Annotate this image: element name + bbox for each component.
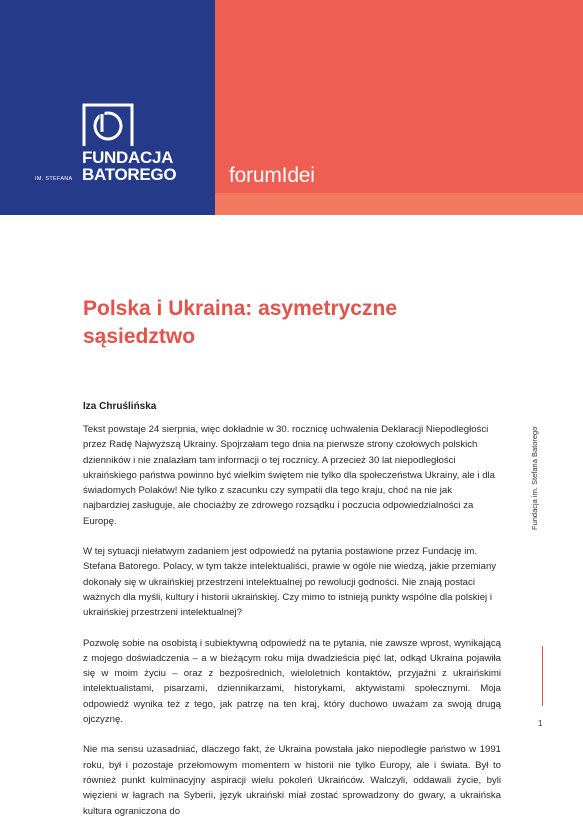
page-number: 1 bbox=[538, 719, 543, 728]
brand-forumidei: forumIdei bbox=[229, 164, 315, 187]
foundation-logo-icon bbox=[82, 102, 134, 150]
article-title: Polska i Ukraina: asymetryczne sąsiedztwo bbox=[83, 297, 397, 348]
side-accent-rule bbox=[542, 646, 543, 706]
article-body bbox=[83, 422, 501, 819]
vertical-foundation-label: Fundacja im. Stefana Batorego bbox=[530, 426, 539, 530]
paragraph-2: W tej sytuacji niełatwym zadaniem jest odpowiedź na pytania postawione przez Fundację im. Stefana Batorego. Polacy, w tym także intelektualiści, prawie w ogóle nie wiedzą, jakie przemiany dokonały się w ukraińskiej przestrzeni intelektualnej po rewolucji godności. Nie znają postaci ważnych dla myśli, kultury i historii ukraińskiej. Czy mimo to istnieją punkty wspólne dla polskiej i ukraińskiej przestrzeni intelektualnej? bbox=[83, 546, 497, 619]
header-coral-band bbox=[215, 193, 583, 215]
logo-text-im-stefana: IM. STEFANA bbox=[35, 176, 73, 182]
logo-text-fundacja: FUNDACJA bbox=[82, 148, 174, 167]
page-header bbox=[0, 0, 583, 215]
logo-text-batorego: BATOREGO bbox=[82, 165, 177, 184]
paragraph-1: Tekst powstaje 24 sierpnia, więc dokładnie w 30. rocznicę uchwalenia Deklaracji Niepodległości przez Radę Najwyższą Ukrainy. Spojrzałam tego dnia na pierwsze strony czołowych polskich dzienników i nie znalazłam tam informacji o tej rocznicy. A przecież 30 lat niepodległości ukraińskiego państwa powinno być wielkim świętem nie tylko dla społeczeństwa Ukrainy, ale i dla świadomych Polaków! Nie tylko z szacunku czy sympatii dla tego kraju, choć na nie jak najbardziej zasługuje, ale chociażby ze zdrowego rozsądku i poczucia odpowiedzialności za Europę. bbox=[83, 424, 496, 527]
paragraph-4: Nie ma sensu uzasadniać, dlaczego fakt, że Ukraina powstała jako niepodległe państwo w 1991 roku, był i pozostaje przełomowym momentem w historii nie tylko Europy, ale i świata. Był to również punkt kulminacyjny aspiracji wielu pokoleń Ukraińców. Walczyli, oddawali życie, byli więzieni w łagrach na Syberii, język ukraiński miał zostać sprowadzony do gwary, a ukraińska kultura ograniczona do bbox=[83, 744, 501, 817]
article-author: Iza Chruślińska bbox=[83, 401, 157, 412]
paragraph-3: Pozwolę sobie na osobistą i subiektywną odpowiedź na te pytania, nie zawsze wprost, wynikającą z mojego doświadczenia – a w bieżącym roku mija dwadzieścia pięć lat, odkąd Ukraina pojawiła się w moim życiu – oraz z bezpośrednich, wieloletnich kontaktów, przyjaźni z ukraińskimi intelektualistami, pisarzami, dziennikarzami, historykami, aktywistami społecznymi. Moja odpowiedź wynika też z tego, jak patrzę na ten kraj, który duchowo uważam za swoją drugą ojczyznę. bbox=[83, 637, 501, 726]
